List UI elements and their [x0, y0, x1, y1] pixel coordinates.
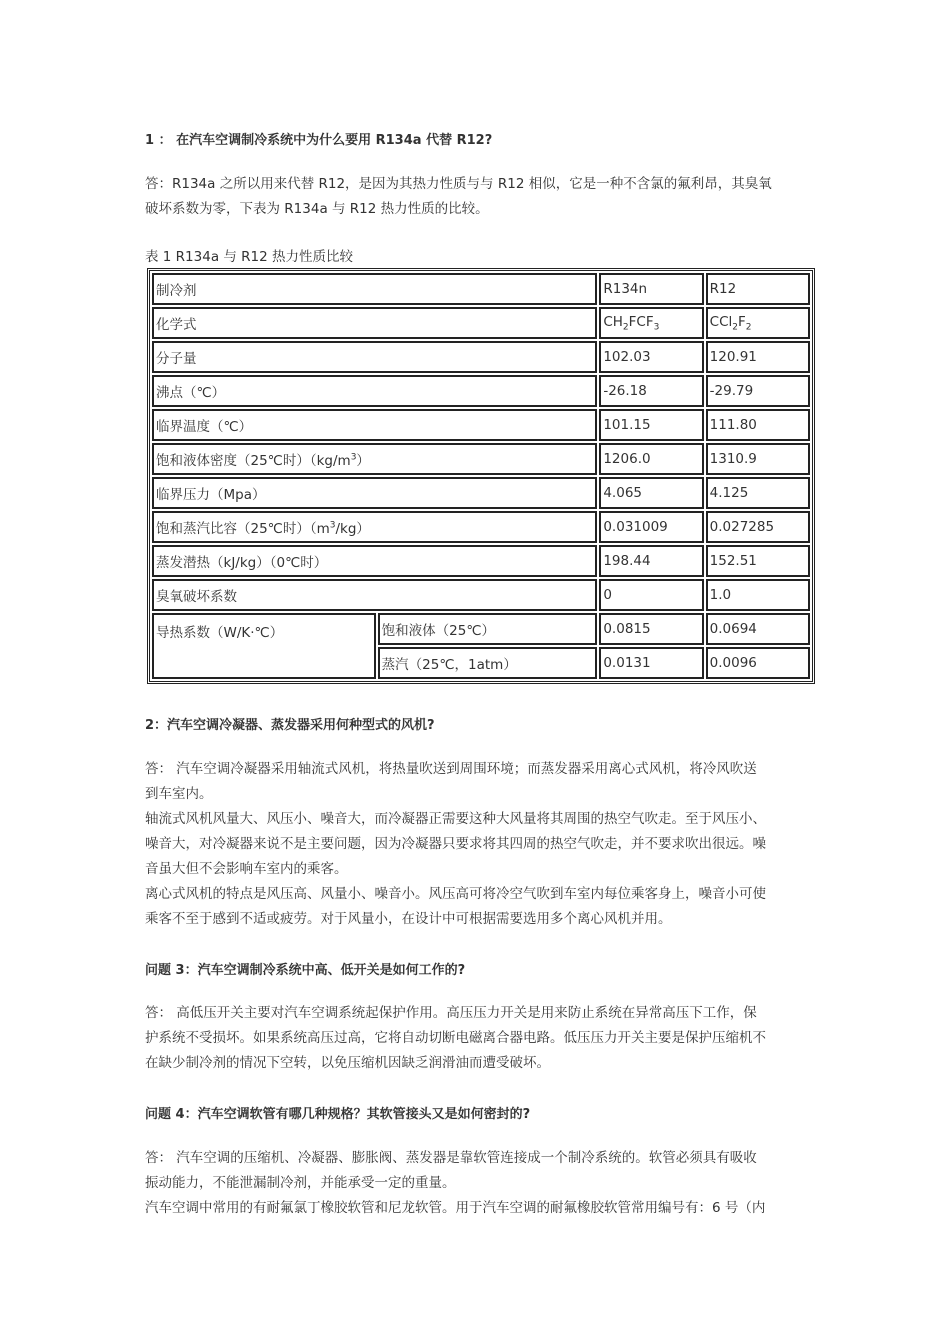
- r12-cell: R12: [706, 273, 810, 305]
- question-2-answer: [145, 757, 810, 932]
- r134a-formula-cell: $CH_2FCF_3$: [599, 307, 703, 339]
- row-label: 沸点（℃）: [152, 375, 597, 407]
- table-row: [152, 307, 810, 339]
- answer-line: 音虽大但不会影响车室内的乘客。: [145, 861, 348, 877]
- r12-cell: 152.51: [706, 545, 810, 577]
- table-row: [152, 273, 810, 305]
- answer-line: 噪音大，对冷凝器来说不是主要问题，因为冷凝器只要求将其四周的热空气吹走，并不要求吹出很远。噪: [145, 836, 766, 852]
- table-row: [152, 409, 810, 441]
- r12-cell: 0.027285: [706, 511, 810, 543]
- answer-line: 破坏系数为零，下表为 R134a 与 R12 热力性质的比较。: [145, 201, 489, 217]
- row-label: 饱和蒸汽比容（25℃时）$(m^3/kg)$: [152, 511, 597, 543]
- answer-line: 汽车空调中常用的有耐氟氯丁橡胶软管和尼龙软管。用于汽车空调的耐氟橡胶软管常用编号有：6 号（内: [145, 1200, 766, 1216]
- r12-cell: 4.125: [706, 477, 810, 509]
- r134a-cell: 0.0815: [599, 613, 703, 645]
- answer-line: 到车室内。: [145, 786, 213, 802]
- question-3-answer: [145, 1001, 810, 1076]
- table-row: [152, 545, 810, 577]
- row-label: 饱和液体密度（25℃时）$(kg/m^3)$: [152, 443, 597, 475]
- row-label: 制冷剂: [152, 273, 597, 305]
- table-row: [152, 579, 810, 611]
- question-3-heading: 问题 3：汽车空调制冷系统中高、低开关是如何工作的?: [145, 963, 466, 978]
- comparison-table: [147, 268, 815, 684]
- answer-line: 护系统不受损坏。如果系统高压过高，它将自动切断电磁离合器电路。低压压力开关主要是保护压缩机不: [145, 1030, 766, 1046]
- row-label: 蒸发潜热（kJ/kg）（0℃时）: [152, 545, 597, 577]
- question-2-heading: 2：汽车空调冷凝器、蒸发器采用何种型式的风机?: [145, 718, 435, 733]
- r134a-cell: 0.031009: [599, 511, 703, 543]
- r134a-cell: R134n: [599, 273, 703, 305]
- row-label: 临界温度（℃）: [152, 409, 597, 441]
- table-row: [152, 477, 810, 509]
- r134a-cell: 0.0131: [599, 647, 703, 679]
- r12-cell: 0.0694: [706, 613, 810, 645]
- answer-line: 在缺少制冷剂的情况下空转，以免压缩机因缺乏润滑油而遭受破坏。: [145, 1055, 550, 1071]
- table-row: [152, 511, 810, 543]
- answer-line: 离心式风机的特点是风压高、风量小、噪音小。风压高可将冷空气吹到车室内每位乘客身上，噪音小可使: [145, 886, 766, 902]
- answer-line: 答： 汽车空调的压缩机、冷凝器、膨胀阀、蒸发器是靠软管连接成一个制冷系统的。软管必须具有吸收: [145, 1150, 757, 1166]
- question-4-heading: 问题 4：汽车空调软管有哪几种规格？其软管接头又是如何密封的?: [145, 1107, 531, 1122]
- table-row: [152, 341, 810, 373]
- row-label: 临界压力（Mpa）: [152, 477, 597, 509]
- r12-cell: 1.0: [706, 579, 810, 611]
- row-label: 臭氧破坏系数: [152, 579, 597, 611]
- row-label: 导热系数（W/K·℃）: [152, 613, 376, 679]
- r134a-cell: -26.18: [599, 375, 703, 407]
- answer-line: 轴流式风机风量大、风压小、噪音大，而冷凝器正需要这种大风量将其周围的热空气吹走。至于风压小、: [145, 811, 766, 827]
- answer-line: 答：R134a 之所以用来代替 R12，是因为其热力性质与与 R12 相似，它是一种不含氯的氟利昂，其臭氧: [145, 176, 772, 192]
- question-1-answer: [145, 172, 810, 222]
- answer-line: 答： 汽车空调冷凝器采用轴流式风机，将热量吹送到周围环境；而蒸发器采用离心式风机，将冷风吹送: [145, 761, 757, 777]
- table-row: [152, 443, 810, 475]
- r12-cell: 120.91: [706, 341, 810, 373]
- r134a-cell: 0: [599, 579, 703, 611]
- question-4-answer: [145, 1146, 810, 1221]
- answer-line: 乘客不至于感到不适或疲劳。对于风量小，在设计中可根据需要选用多个离心风机并用。: [145, 911, 672, 927]
- r12-cell: 0.0096: [706, 647, 810, 679]
- sub-row-label: 蒸汽（25℃，1atm）: [378, 647, 598, 679]
- question-1-heading: 1 ： 在汽车空调制冷系统中为什么要用 R134a 代替 R12?: [145, 133, 493, 148]
- r134a-cell: 1206.0: [599, 443, 703, 475]
- r12-cell: -29.79: [706, 375, 810, 407]
- row-label: 分子量: [152, 341, 597, 373]
- r12-formula-cell: $CCl_2F_2$: [706, 307, 810, 339]
- sub-row-label: 饱和液体（25℃）: [378, 613, 598, 645]
- r134a-cell: 102.03: [599, 341, 703, 373]
- answer-line: 振动能力，不能泄漏制冷剂，并能承受一定的重量。: [145, 1175, 456, 1191]
- r12-cell: 111.80: [706, 409, 810, 441]
- r134a-cell: 4.065: [599, 477, 703, 509]
- r134a-cell: 101.15: [599, 409, 703, 441]
- table-caption: 表 1 R134a 与 R12 热力性质比较: [145, 249, 354, 265]
- table-row: [152, 613, 810, 645]
- r12-cell: 1310.9: [706, 443, 810, 475]
- table-row: [152, 375, 810, 407]
- row-label: 化学式: [152, 307, 597, 339]
- r134a-cell: 198.44: [599, 545, 703, 577]
- answer-line: 答： 高低压开关主要对汽车空调系统起保护作用。高压压力开关是用来防止系统在异常高压下工作，保: [145, 1005, 757, 1021]
